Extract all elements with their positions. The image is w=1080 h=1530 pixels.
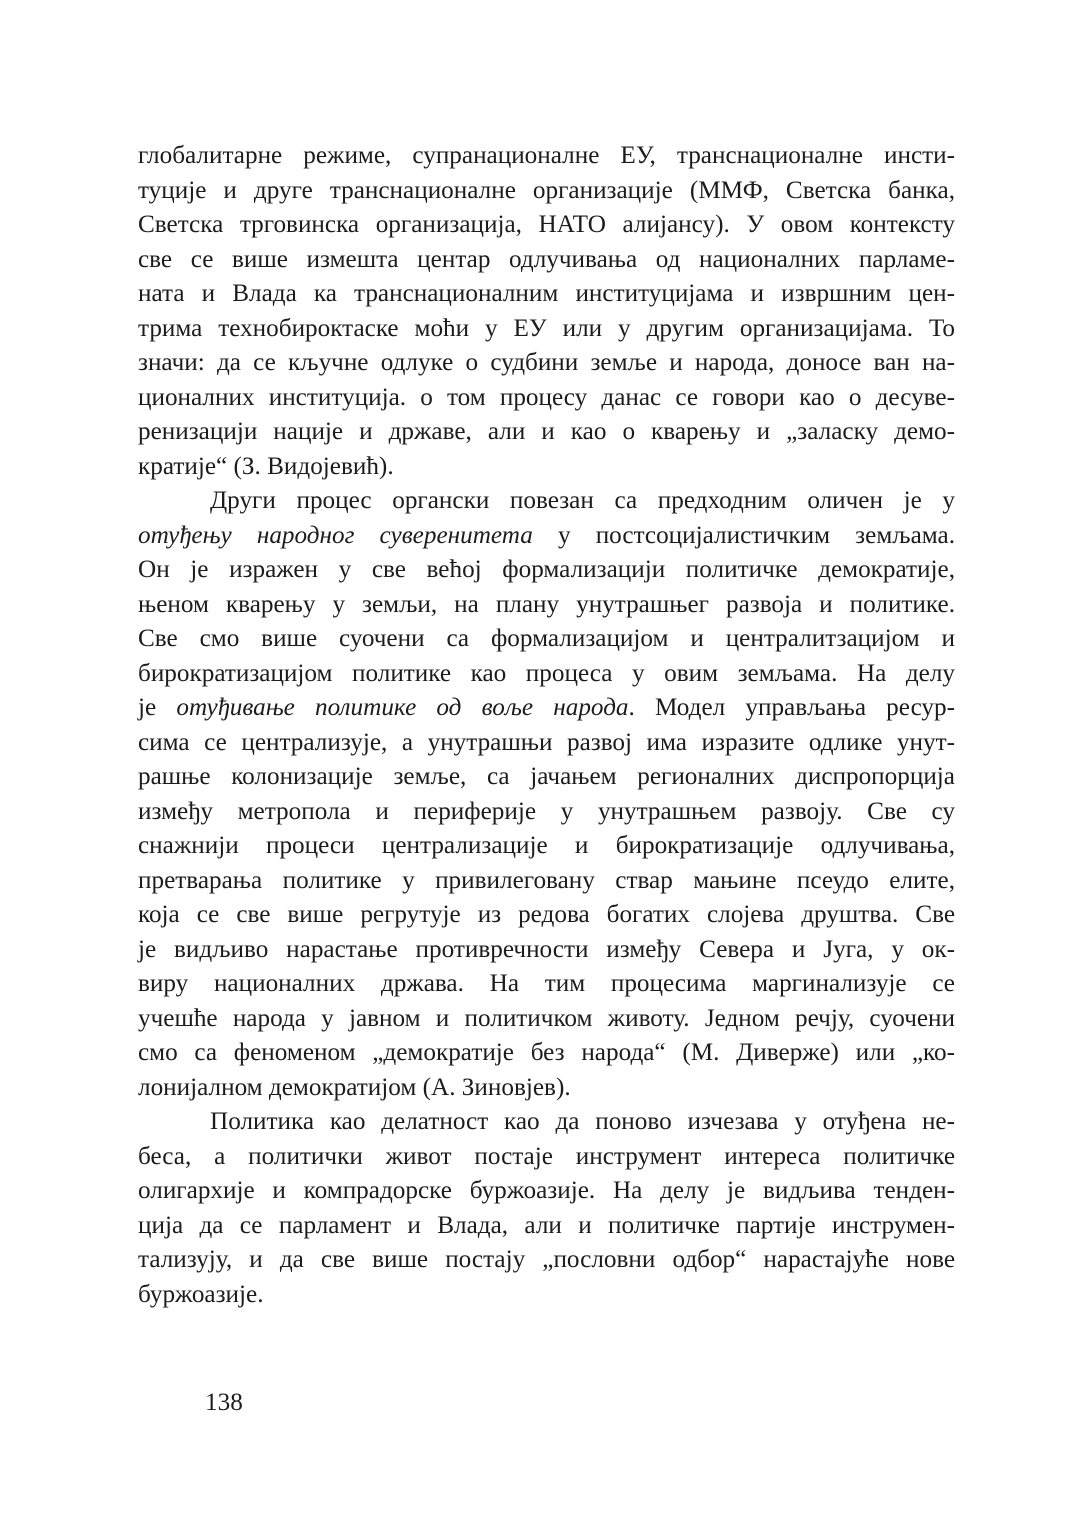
text-segment: снажнији процеси централизације и бирократизације одлучивања,	[138, 832, 955, 859]
text-line	[138, 277, 955, 312]
text-segment: је видљиво нарастање противречности између Севера и Југа, у ок-	[138, 935, 955, 963]
text-line	[138, 450, 955, 485]
text-segment: глобалитарне режиме, супранационалне ЕУ, транснационалне инсти-	[138, 142, 955, 169]
text-line	[138, 1036, 955, 1071]
text-segment: кратије“ (З. Видојевић).	[138, 452, 394, 480]
text-line	[138, 691, 955, 726]
text-segment: Он је изражен у све већој формализацији политичке демократије,	[138, 556, 955, 583]
text-line	[138, 933, 955, 968]
italic-phrase: отуђивање политике од воље народа	[176, 694, 629, 721]
text-line	[138, 484, 955, 519]
text-segment: . Модел управљања ресур-	[628, 694, 955, 721]
text-line	[138, 760, 955, 795]
text-segment: беса, а политички живот постаје инструмент интереса политичке	[138, 1142, 955, 1170]
text-segment: је	[138, 694, 177, 721]
text-segment: учешће народа у јавном и политичком животу. Једном речју, суочени	[138, 1004, 955, 1032]
text-line	[138, 381, 955, 416]
text-line	[138, 174, 955, 209]
text-segment: претварања политике у привилеговану ствар мањине псеудо елите,	[138, 866, 955, 894]
text-segment: сима се централизује, а унутрашњи развој има изразите одлике унут-	[138, 728, 955, 756]
text-line	[138, 346, 955, 381]
italic-phrase: отуђењу народног суверенитета	[138, 521, 533, 549]
text-segment: виру националних држава. На тим процесима маргинализује се	[138, 970, 955, 997]
text-segment: која се све више регрутује из редова богатих слојева друштва. Све	[138, 901, 955, 928]
text-segment: тализују, и да све више постају „пословни одбор“ нарастајуће нове	[138, 1246, 955, 1273]
text-segment: смо са феноменом „демократије без народа“ (М. Диверже) или „ко-	[138, 1039, 955, 1066]
text-segment: олигархије и компрадорске буржоазије. На делу је видљива тенден-	[138, 1177, 955, 1204]
page-number: 138	[205, 1389, 243, 1416]
text-line	[138, 864, 955, 899]
text-line	[138, 208, 955, 243]
text-line	[138, 1174, 955, 1209]
text-segment: Други процес органски повезан са предходним оличен је у	[210, 487, 955, 514]
text-line	[138, 795, 955, 830]
text-segment: Политика као делатност као да поново изчезава у отуђена не-	[210, 1108, 955, 1135]
text-line	[138, 1243, 955, 1278]
text-segment: све се више измешта центар одлучивања од националних парламе-	[138, 245, 955, 273]
text-segment: ренизацији нације и државе, али и као о кварењу и „заласку демо-	[138, 418, 955, 445]
text-segment: туције и друге транснационалне организације (ММФ, Светска банка,	[138, 176, 955, 204]
text-line	[138, 829, 955, 864]
text-line	[138, 1002, 955, 1037]
text-segment: у постсоцијалистичким земљама.	[532, 521, 955, 549]
text-segment: ционалних институција. о том процесу данас се говори као о десуве-	[138, 383, 955, 411]
text-line	[138, 657, 955, 692]
text-segment: ција да се парламент и Влада, али и политичке партије инструмен-	[138, 1211, 955, 1239]
text-line	[138, 967, 955, 1002]
text-segment: трима технобироктаске моћи у ЕУ или у другим организацијама. То	[138, 314, 955, 342]
text-line	[138, 139, 955, 174]
text-segment: Светска трговинска организација, НАТО алијансу). У овом контексту	[138, 211, 955, 238]
text-line	[138, 243, 955, 278]
text-line	[138, 726, 955, 761]
text-line	[138, 1278, 955, 1313]
text-segment: Све смо више суочени са формализацијом и централитзацијом и	[138, 625, 955, 652]
text-line	[138, 622, 955, 657]
text-line	[138, 312, 955, 347]
text-line	[138, 415, 955, 450]
text-line	[138, 898, 955, 933]
text-segment: њеном кварењу у земљи, на плану унутрашњег развоја и политике.	[138, 590, 955, 618]
text-line	[138, 1071, 955, 1106]
text-segment: бирократизацијом политике као процеса у овим земљама. На делу	[138, 659, 955, 687]
text-line	[138, 588, 955, 623]
text-segment: рашње колонизације земље, са јачањем регионалних диспропорција	[138, 763, 955, 790]
text-line	[138, 553, 955, 588]
text-segment: између метропола и периферије у унутрашњем развоју. Све су	[138, 797, 955, 825]
text-segment: лонијалном демократијом (А. Зиновјев).	[138, 1073, 571, 1101]
text-line	[138, 1140, 955, 1175]
text-line	[138, 1209, 955, 1244]
text-segment: значи: да се кључне одлуке о судбини земље и народа, доносе ван на-	[138, 349, 955, 376]
text-segment: ната и Влада ка транснационалним институцијама и извршним цен-	[138, 280, 955, 307]
text-line	[138, 519, 955, 554]
body-text	[138, 139, 955, 1312]
text-line	[138, 1105, 955, 1140]
text-segment: буржоазије.	[138, 1280, 264, 1308]
